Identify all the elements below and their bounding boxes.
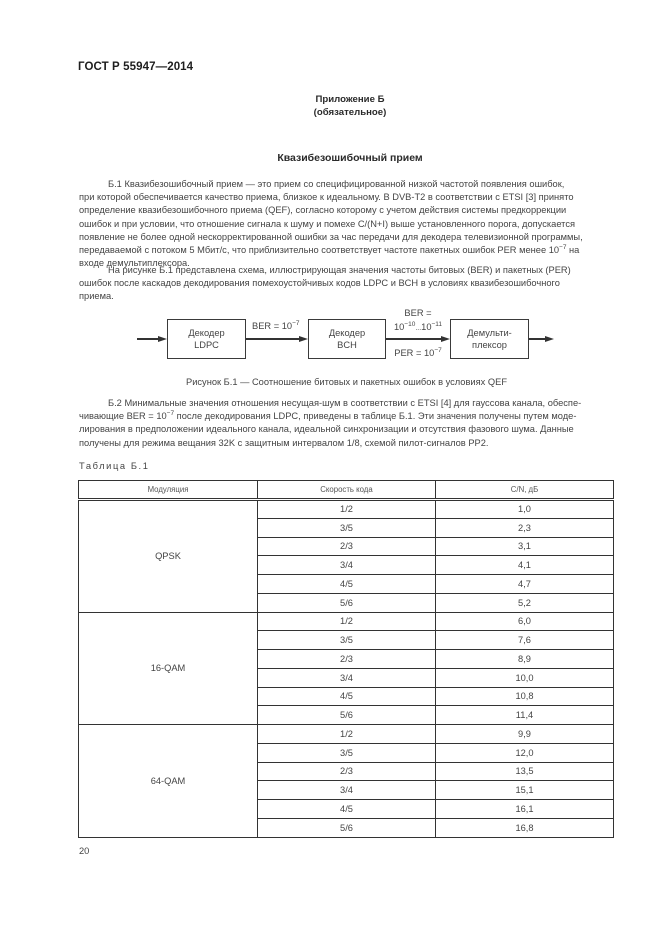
code-rate-cell: 5/6 xyxy=(258,593,436,612)
figure-caption: Рисунок Б.1 — Соотношение битовых и пакетных ошибок в условиях QEF xyxy=(186,377,507,387)
header-cn-db: C/N, дБ xyxy=(436,481,614,500)
bch-decoder-block: Декодер BCH xyxy=(308,319,386,359)
code-rate-cell: 4/5 xyxy=(258,575,436,594)
cn-cell: 8,9 xyxy=(436,650,614,669)
code-rate-cell: 5/6 xyxy=(258,818,436,837)
code-rate-cell: 4/5 xyxy=(258,800,436,819)
ber-label-ldpc: BER = $10^{-7}$ xyxy=(252,320,300,331)
cn-cell: 2,3 xyxy=(436,518,614,537)
table-header-row xyxy=(79,481,614,500)
para-line: Б.2 Минимальные значения отношения несущая-шум в соответствии с ETSI [4] для гауссова канала, обеспе- xyxy=(108,398,582,408)
para-line: На рисунке Б.1 представлена схема, иллюстрирующая значения частоты битовых (BER) и пакетных (PER) xyxy=(108,265,571,275)
cn-cell: 13,5 xyxy=(436,762,614,781)
cn-cell: 5,2 xyxy=(436,593,614,612)
arrow-head-icon xyxy=(545,336,554,342)
cn-cell: 15,1 xyxy=(436,781,614,800)
code-rate-cell: 2/3 xyxy=(258,537,436,556)
cn-cell: 1,0 xyxy=(436,500,614,519)
per-label: PER = $10^{-7}$ xyxy=(394,347,442,358)
arrow-head-icon xyxy=(158,336,167,342)
cn-cell: 10,8 xyxy=(436,687,614,706)
code-rate-cell: 1/2 xyxy=(258,500,436,519)
cn-cell: 4,1 xyxy=(436,556,614,575)
modulation-cell: 64-QAM xyxy=(79,725,258,838)
para-line: ошибок и при условии, что отношение сигнала к шуму и помехе C/(N+I) выше установленного порога, допускается xyxy=(79,218,576,229)
modulation-cell: 16-QAM xyxy=(79,612,258,725)
code-rate-cell: 5/6 xyxy=(258,706,436,725)
para-line: Б.1 Квазибезошибочный прием — это прием со специфицированной низкой частотой появления ошибок, xyxy=(108,179,565,189)
code-rate-cell: 3/4 xyxy=(258,556,436,575)
page-number: 20 xyxy=(79,846,90,856)
code-rate-cell: 1/2 xyxy=(258,612,436,631)
cn-cell: 3,1 xyxy=(436,537,614,556)
demultiplexer-block: Демульти- плексор xyxy=(450,319,529,359)
appendix-title: Приложение Б xyxy=(315,94,385,105)
appendix-status: (обязательное) xyxy=(313,107,387,118)
cn-cell: 4,7 xyxy=(436,575,614,594)
paragraph-b2 xyxy=(79,397,614,450)
para-line: приема. xyxy=(79,291,114,302)
header-modulation: Модуляция xyxy=(79,481,258,500)
code-rate-cell: 3/4 xyxy=(258,781,436,800)
code-rate-cell: 3/5 xyxy=(258,518,436,537)
para-line: определение квазибезошибочного приема (QEF), согласно которому с учетом действия системы предкоррекции xyxy=(79,205,567,216)
output-line xyxy=(529,338,546,340)
table-row xyxy=(79,612,614,631)
cn-cell: 6,0 xyxy=(436,612,614,631)
cn-cell: 10,0 xyxy=(436,668,614,687)
ldpc-bch-line xyxy=(246,338,300,340)
arrow-head-icon xyxy=(441,336,450,342)
input-line xyxy=(137,338,159,340)
ber-range-label: $10^{-10}...10^{-11}$ xyxy=(393,321,443,332)
standard-code: ГОСТ Р 55947—2014 xyxy=(78,61,194,73)
table-row xyxy=(79,500,614,519)
para-line: чивающие BER = $10^{-7}$ после декодирования LDPC, приведены в таблице Б.1. Эти значения получены путем моде- xyxy=(79,410,577,422)
cn-cell: 16,8 xyxy=(436,818,614,837)
cn-cell: 7,6 xyxy=(436,631,614,650)
modulation-cell: QPSK xyxy=(79,500,258,613)
section-title: Квазибезошибочный прием xyxy=(277,152,423,164)
para-line: входе демультиплексора. xyxy=(79,258,190,269)
ber-label-bch: BER = xyxy=(404,308,432,318)
cn-cell: 12,0 xyxy=(436,743,614,762)
header-code-rate: Скорость кода xyxy=(258,481,436,500)
para-line: передаваемой с потоком 5 Мбит/с, что приблизительно соответствует частоте пакетных ошибок PER менее $10^{-7}$ на xyxy=(79,244,580,256)
code-rate-cell: 2/3 xyxy=(258,762,436,781)
code-rate-cell: 3/4 xyxy=(258,668,436,687)
ldpc-decoder-block: Декодер LDPC xyxy=(167,319,246,359)
arrow-head-icon xyxy=(299,336,308,342)
para-line: появление не более одной нескорректированной ошибки за час передачи для декодера телевизионной программы, xyxy=(79,231,583,242)
code-rate-cell: 4/5 xyxy=(258,687,436,706)
table-title: Таблица Б.1 xyxy=(79,461,150,471)
code-rate-cell: 3/5 xyxy=(258,743,436,762)
cn-cell: 9,9 xyxy=(436,725,614,744)
cn-table xyxy=(78,480,614,838)
para-line: лирования в предположении идеального канала, идеальной синхронизации и отсутствия фазового шума. Данные xyxy=(79,424,574,435)
para-line: ошибок после каскадов декодирования помехоустойчивых кодов LDPC и BCH в условиях квазибезошибочного xyxy=(79,278,560,289)
table-row xyxy=(79,725,614,744)
para-line: при которой обеспечивается качество приема, близкое к идеальному. В DVB-T2 в соответствии с ETSI [3] принято xyxy=(79,192,574,203)
cn-cell: 16,1 xyxy=(436,800,614,819)
figure-b1-diagram xyxy=(0,0,661,400)
code-rate-cell: 2/3 xyxy=(258,650,436,669)
para-line: получены для режима вещания 32K с защитным интервалом 1/8, схемой пилот-сигналов PP2. xyxy=(79,437,489,448)
cn-cell: 11,4 xyxy=(436,706,614,725)
code-rate-cell: 1/2 xyxy=(258,725,436,744)
code-rate-cell: 3/5 xyxy=(258,631,436,650)
bch-demux-line xyxy=(386,338,442,340)
